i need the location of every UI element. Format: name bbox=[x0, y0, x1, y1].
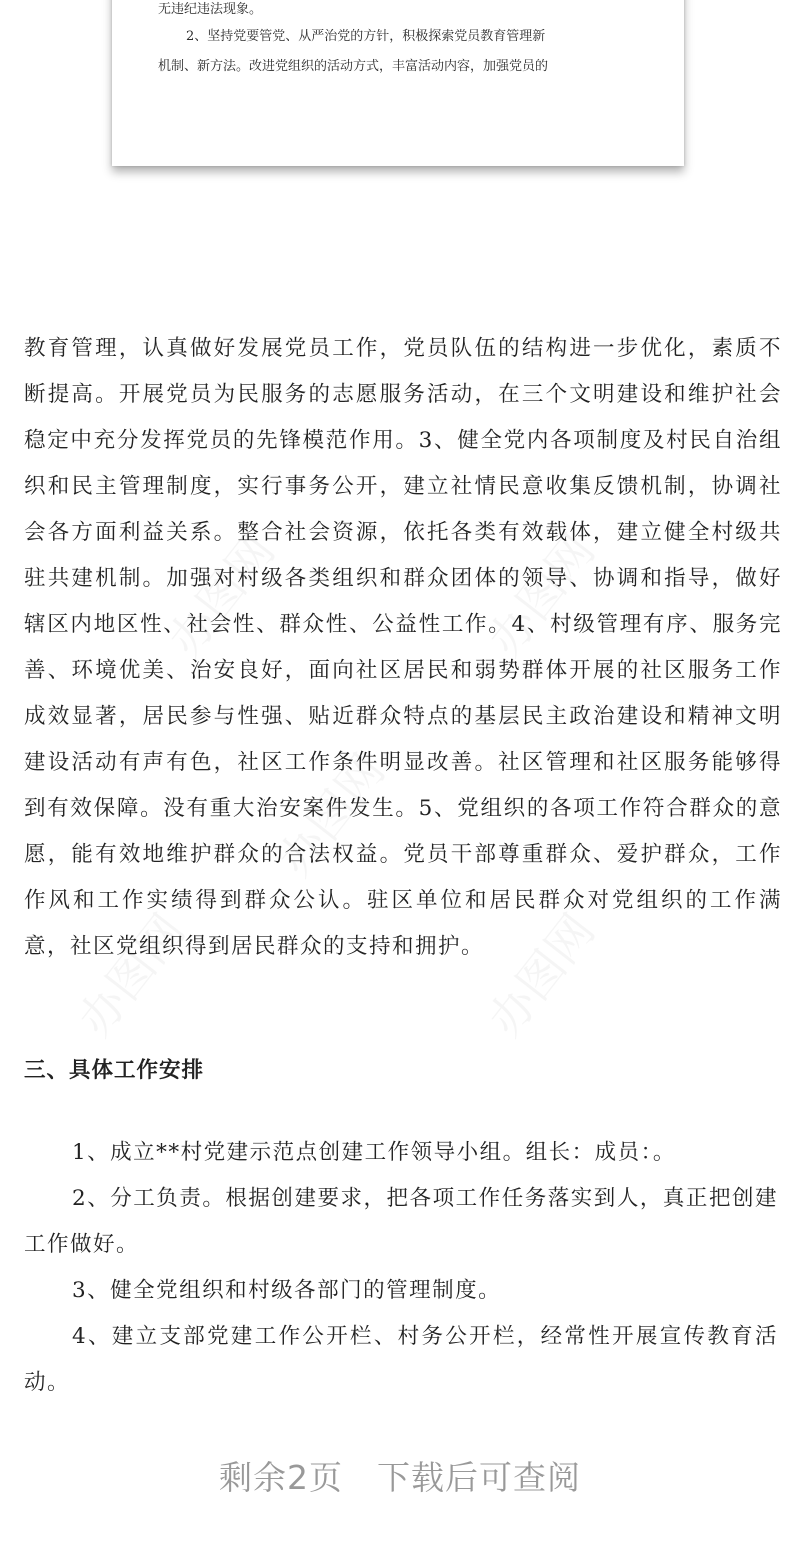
download-hint-label: 下载后可查阅 bbox=[377, 1458, 581, 1497]
watermark: 办图网 bbox=[477, 903, 606, 1046]
section-heading: 三、具体工作安排 bbox=[24, 1058, 205, 1083]
watermark: 办图网 bbox=[267, 743, 396, 886]
list-item: 2、分工负责。根据创建要求，把各项工作任务落实到人，真正把创建工作做好。 bbox=[24, 1186, 778, 1257]
watermark: 办图网 bbox=[67, 903, 196, 1046]
work-arrangement-list bbox=[24, 1130, 778, 1406]
watermark: 办图网 bbox=[477, 523, 606, 666]
preview-line: 无违纪违法现象。 bbox=[158, 2, 263, 17]
list-item: 4、建立支部党建工作公开栏、村务公开栏，经常性开展宣传教育活动。 bbox=[24, 1324, 778, 1395]
body-paragraph: 教育管理，认真做好发展党员工作，党员队伍的结构进一步优化，素质不断提高。开展党员为民服务的志愿服务活动，在三个文明建设和维护社会稳定中充分发挥党员的先锋模范作用。3、健全党内各项制度及村民自治组织和民主管理制度，实行事务公开，建立社情民意收集反馈机制，协调社会各方面利益关系。整合社会资源，依托各类有效载体，建立健全村级共驻共建机制。加强对村级各类组织和群众团体的领导、协调和指导，做好辖区内地区性、社会性、群众性、公益性工作。4、村级管理有序、服务完善、环境优美、治安良好，面向社区居民和弱势群体开展的社区服务工作成效显著，居民参与性强、贴近群众特点的基层民主政治建设和精神文明建设活动有声有色，社区工作条件明显改善。社区管理和社区服务能够得到有效保障。没有重大治安案件发生。5、党组织的各项工作符合群众的意愿，能有效地维护群众的合法权益。党员干部尊重群众、爱护群众，工作作风和工作实绩得到群众公认。驻区单位和居民群众对党组织的工作满意，社区党组织得到居民群众的支持和拥护。 bbox=[24, 336, 782, 959]
previous-page-preview bbox=[112, 0, 684, 166]
remaining-pages-label: 剩余2页 bbox=[219, 1458, 343, 1497]
watermark: 办图网 bbox=[157, 523, 286, 666]
remaining-pages-footer[interactable] bbox=[0, 1452, 800, 1499]
list-item: 3、健全党组织和村级各部门的管理制度。 bbox=[72, 1278, 502, 1303]
preview-line: 机制、新方法。改进党组织的活动方式，丰富活动内容，加强党员的 bbox=[158, 59, 549, 74]
preview-line: 2、坚持党要管党、从严治党的方针，积极探索党员教育管理新 bbox=[186, 29, 546, 44]
list-item: 1、成立**村党建示范点创建工作领导小组。组长：成员：。 bbox=[72, 1140, 676, 1165]
